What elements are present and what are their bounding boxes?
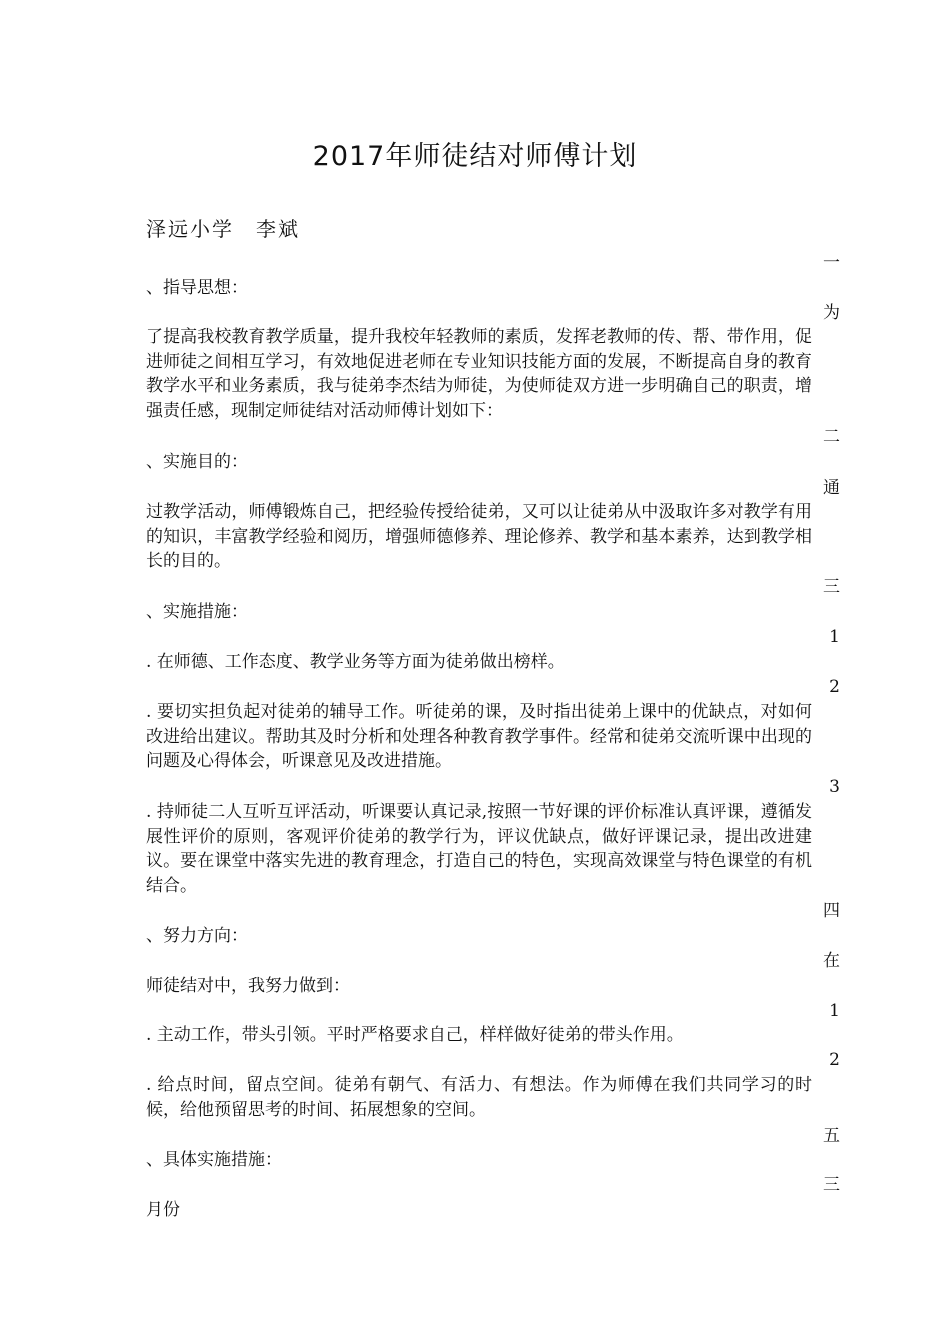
margin-mark: 通 <box>823 478 840 498</box>
section-heading: 、指导思想： <box>146 278 248 298</box>
list-item: . 主动工作，带头引领。平时严格要求自己，样样做好徒弟的带头作用。 <box>146 1025 684 1045</box>
margin-mark: 在 <box>823 951 840 971</box>
margin-mark: 3 <box>829 777 840 797</box>
margin-mark: 五 <box>823 1126 840 1146</box>
margin-mark: 为 <box>823 303 840 323</box>
margin-mark: 一 <box>823 253 840 273</box>
section-heading: 、实施目的： <box>146 452 248 472</box>
margin-mark: 1 <box>829 1001 840 1021</box>
margin-mark: 2 <box>829 677 840 697</box>
list-item: . 给点时间，留点空间。徒弟有朝气、有活力、有想法。作为师傅在我们共同学习的时候，给他预留思考的时间、拓展想象的空间。 <box>146 1075 812 1120</box>
margin-mark: 二 <box>823 427 840 447</box>
document-title: 2017年师徒结对师傅计划 <box>312 141 638 172</box>
section-heading: 、具体实施措施： <box>146 1150 282 1170</box>
section-intro: 师徒结对中，我努力做到： <box>146 976 350 996</box>
margin-mark: 三 <box>823 577 840 597</box>
list-item: . 在师德、工作态度、教学业务等方面为徒弟做出榜样。 <box>146 652 565 672</box>
margin-mark: 2 <box>829 1050 840 1070</box>
section-paragraph: 过教学活动，师傅锻炼自己，把经验传授给徒弟，又可以让徒弟从中汲取许多对教学有用的知识，丰富教学经验和阅历，增强师德修养、理论修养、教学和基本素养，达到教学相长的目的。 <box>146 502 812 571</box>
author-line: 泽远小学 李斌 <box>146 217 300 241</box>
margin-mark: 四 <box>823 901 840 921</box>
section-heading: 、实施措施： <box>146 602 248 622</box>
section-paragraph: 月份 <box>146 1200 180 1220</box>
list-item: . 要切实担负起对徒弟的辅导工作。听徒弟的课，及时指出徒弟上课中的优缺点，对如何改进给出建议。帮助其及时分析和处理各种教育教学事件。经常和徒弟交流听课中出现的问题及心得体会，听课意见及改进措施。 <box>146 702 812 771</box>
margin-mark: 三 <box>823 1175 840 1195</box>
margin-mark: 1 <box>829 627 840 647</box>
list-item: . 持师徒二人互听互评活动，听课要认真记录,按照一节好课的评价标准认真评课，遵循发展性评价的原则，客观评价徒弟的教学行为，评议优缺点，做好评课记录，提出改进建议。要在课堂中落实先进的教育理念，打造自己的特色，实现高效课堂与特色课堂的有机结合。 <box>146 802 812 896</box>
section-paragraph: 了提高我校教育教学质量，提升我校年轻教师的素质，发挥老教师的传、帮、带作用，促进师徒之间相互学习，有效地促进老师在专业知识技能方面的发展，不断提高自身的教育教学水平和业务素质，我与徒弟李杰结为师徒，为使师徒双方进一步明确自己的职责，增强责任感，现制定师徒结对活动师傅计划如下： <box>146 327 812 421</box>
section-heading: 、努力方向： <box>146 926 248 946</box>
